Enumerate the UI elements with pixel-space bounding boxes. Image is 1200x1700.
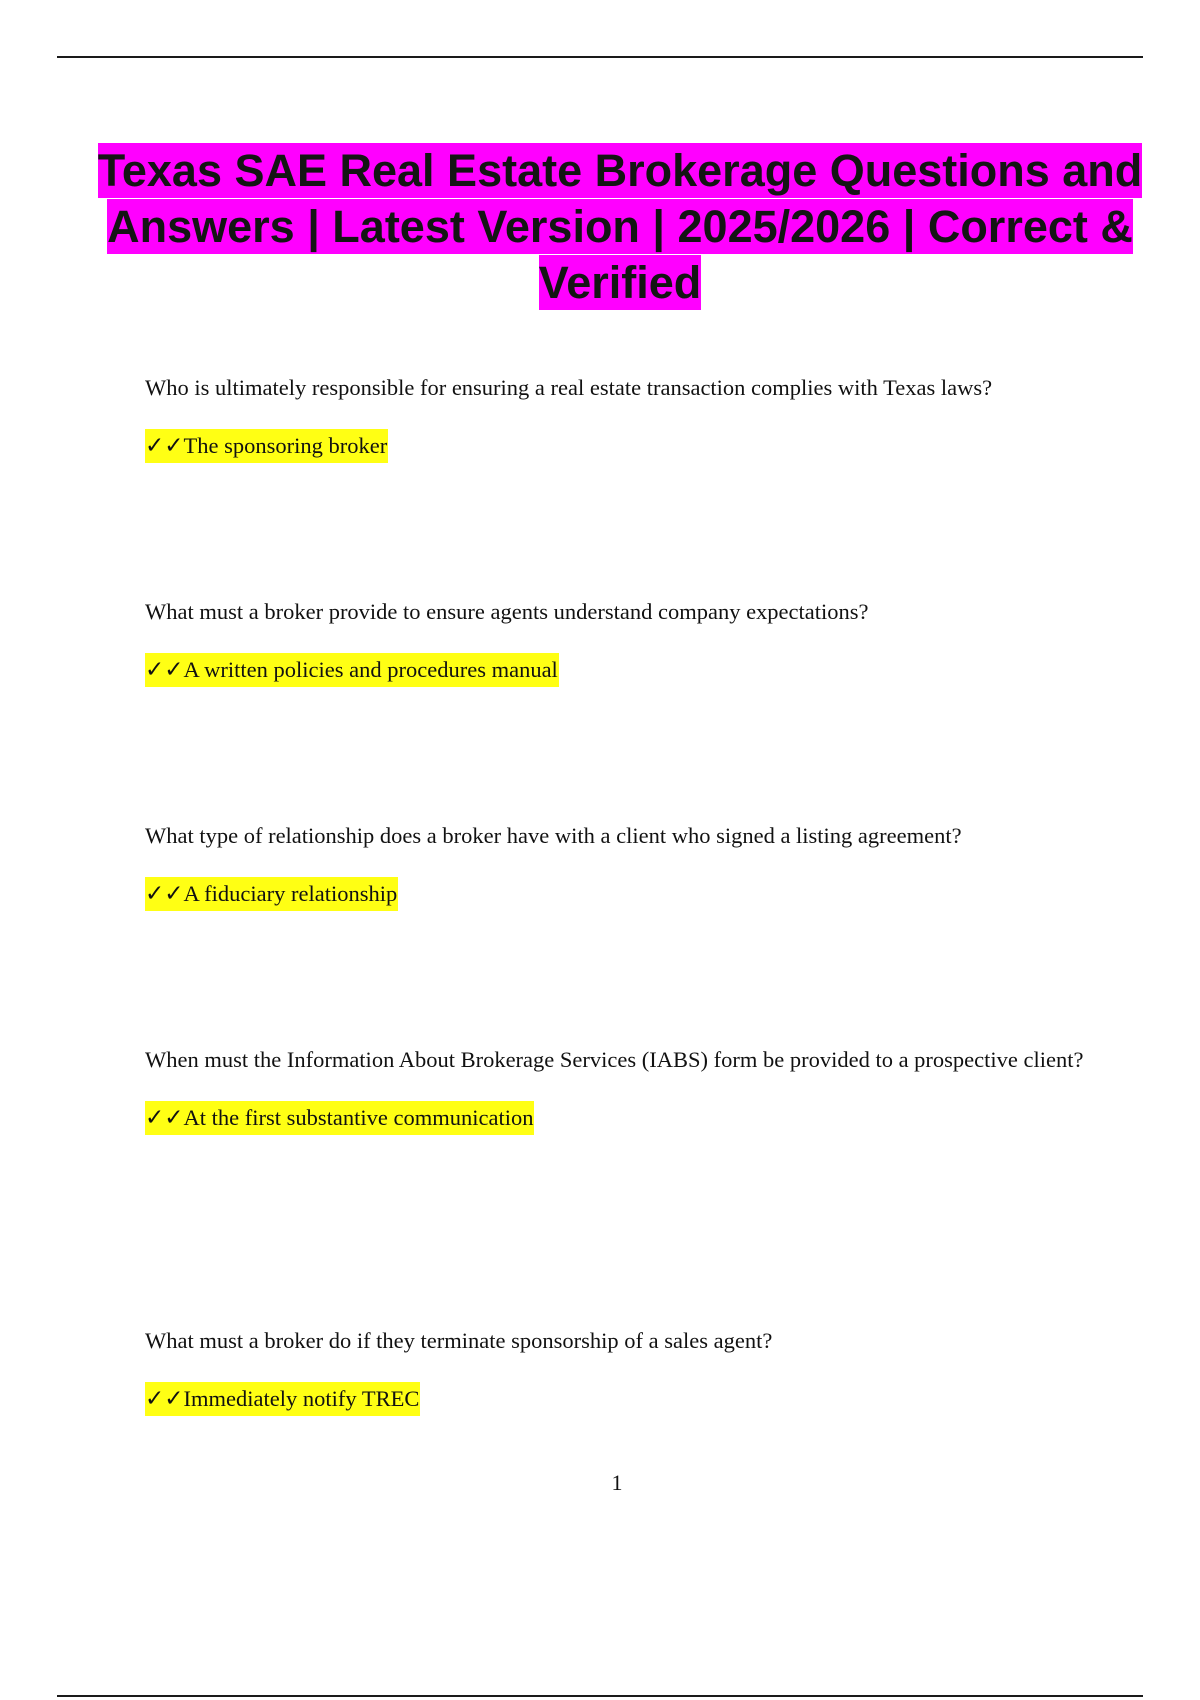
top-rule — [57, 56, 1143, 58]
question-text: What must a broker do if they terminate sponsorship of a sales agent? — [145, 1328, 773, 1353]
document-title — [80, 143, 1160, 311]
qa-item — [145, 360, 1105, 463]
question-text: What type of relationship does a broker have with a client who signed a listing agreement? — [145, 823, 962, 848]
bottom-rule — [57, 1695, 1143, 1697]
answer-text: Immediately notify TREC — [183, 1386, 420, 1411]
title-highlight: Texas SAE Real Estate Brokerage Questions and Answers | Latest Version | 2025/2026 | Correct & Verified — [97, 145, 1143, 308]
qa-item — [145, 1313, 1105, 1416]
double-check-icon: ✓✓ — [145, 433, 184, 459]
answer-highlight — [145, 877, 398, 911]
question-text: What must a broker provide to ensure agents understand company expectations? — [145, 599, 869, 624]
qa-item — [145, 1032, 1105, 1135]
double-check-icon: ✓✓ — [145, 881, 184, 907]
answer-text: A fiduciary relationship — [183, 881, 398, 906]
double-check-icon: ✓✓ — [145, 1105, 184, 1131]
answer-highlight — [145, 1101, 534, 1135]
double-check-icon: ✓✓ — [145, 1386, 184, 1412]
answer-highlight — [145, 429, 388, 463]
question-text: Who is ultimately responsible for ensuring a real estate transaction complies with Texas laws? — [145, 375, 993, 400]
answer-highlight — [145, 1382, 420, 1416]
qa-item — [145, 808, 1105, 911]
answer-text: A written policies and procedures manual — [183, 657, 558, 682]
answer-text: At the first substantive communication — [183, 1105, 534, 1130]
answer-text: The sponsoring broker — [183, 433, 388, 458]
qa-item — [145, 584, 1105, 687]
question-text: When must the Information About Brokerage Services (IABS) form be provided to a prospective client? — [145, 1047, 1084, 1072]
page-number: 1 — [611, 1470, 623, 1495]
double-check-icon: ✓✓ — [145, 657, 184, 683]
answer-highlight — [145, 653, 559, 687]
